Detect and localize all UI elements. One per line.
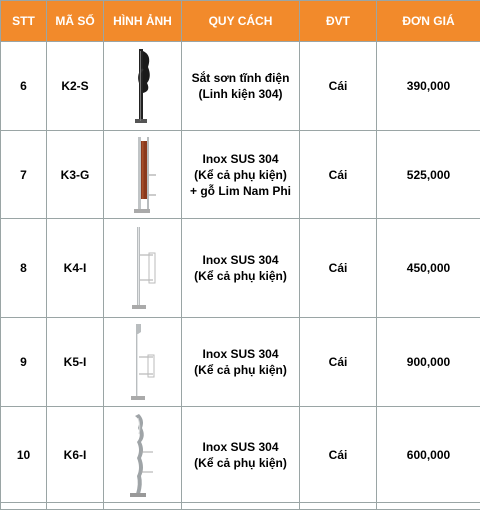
- product-image-cell: [104, 42, 182, 131]
- price-cell: 900,000: [377, 318, 480, 407]
- unit-cell: [300, 503, 377, 510]
- price-cell: 600,000: [377, 407, 480, 503]
- spec-line: (Kể cả phụ kiện): [194, 167, 287, 182]
- spec-line: (Linh kiện 304): [198, 87, 283, 101]
- price-cell: [377, 503, 480, 510]
- stt-cell: 6: [1, 42, 47, 131]
- black-painted-post-icon: [128, 47, 158, 125]
- unit-cell: Cái: [300, 219, 377, 318]
- table-row: [1, 503, 480, 510]
- table-row: [1, 407, 480, 503]
- spec-cell: [182, 318, 300, 407]
- spec-line: (Kể cả phụ kiện): [194, 269, 287, 283]
- spec-line: Sắt sơn tĩnh điện: [191, 71, 290, 85]
- spec-line: Inox SUS 304: [202, 347, 279, 361]
- spec-cell: [182, 131, 300, 219]
- header-image: HÌNH ẢNH: [104, 1, 182, 42]
- table-row: [1, 131, 480, 219]
- header-stt: STT: [1, 1, 47, 42]
- spec-line: + gỗ Lim Nam Phi: [189, 183, 291, 198]
- price-cell: 525,000: [377, 131, 480, 219]
- header-row: [1, 1, 480, 42]
- stt-cell: 9: [1, 318, 47, 407]
- price-cell: 450,000: [377, 219, 480, 318]
- spec-line: (Kể cả phụ kiện): [194, 455, 287, 470]
- table-row: [1, 219, 480, 318]
- spec-cell: [182, 503, 300, 510]
- unit-cell: Cái: [300, 131, 377, 219]
- product-image-cell: [104, 318, 182, 407]
- spec-line: Inox SUS 304: [202, 151, 279, 166]
- stt-cell: 10: [1, 407, 47, 503]
- spec-cell: [182, 42, 300, 131]
- code-cell: K6-I: [47, 407, 104, 503]
- header-code: MÃ SỐ: [47, 1, 104, 42]
- unit-cell: Cái: [300, 407, 377, 503]
- table-row: [1, 42, 480, 131]
- table-row: [1, 318, 480, 407]
- stt-cell: 7: [1, 131, 47, 219]
- unit-cell: Cái: [300, 318, 377, 407]
- spec-line: Inox SUS 304: [202, 439, 279, 454]
- spec-cell: [182, 407, 300, 503]
- header-spec: QUY CÁCH: [182, 1, 300, 42]
- spec-line: Inox SUS 304: [202, 253, 279, 267]
- price-cell: 390,000: [377, 42, 480, 131]
- header-unit: ĐVT: [300, 1, 377, 42]
- wood-inox-post-icon: [126, 135, 160, 215]
- unit-cell: Cái: [300, 42, 377, 131]
- code-cell: K3-G: [47, 131, 104, 219]
- ornate-inox-post-icon: [123, 412, 163, 498]
- product-image-cell: [104, 503, 182, 510]
- code-cell: K2-S: [47, 42, 104, 131]
- product-image-cell: [104, 407, 182, 503]
- code-cell: [47, 503, 104, 510]
- code-cell: K5-I: [47, 318, 104, 407]
- code-cell: K4-I: [47, 219, 104, 318]
- product-image-cell: [104, 131, 182, 219]
- inox-post-icon: [123, 225, 163, 311]
- header-price: ĐƠN GIÁ: [377, 1, 480, 42]
- spec-line: (Kể cả phụ kiện): [194, 363, 287, 377]
- inox-post-icon: [123, 322, 163, 402]
- product-image-cell: [104, 219, 182, 318]
- stt-cell: [1, 503, 47, 510]
- stt-cell: 8: [1, 219, 47, 318]
- spec-cell: [182, 219, 300, 318]
